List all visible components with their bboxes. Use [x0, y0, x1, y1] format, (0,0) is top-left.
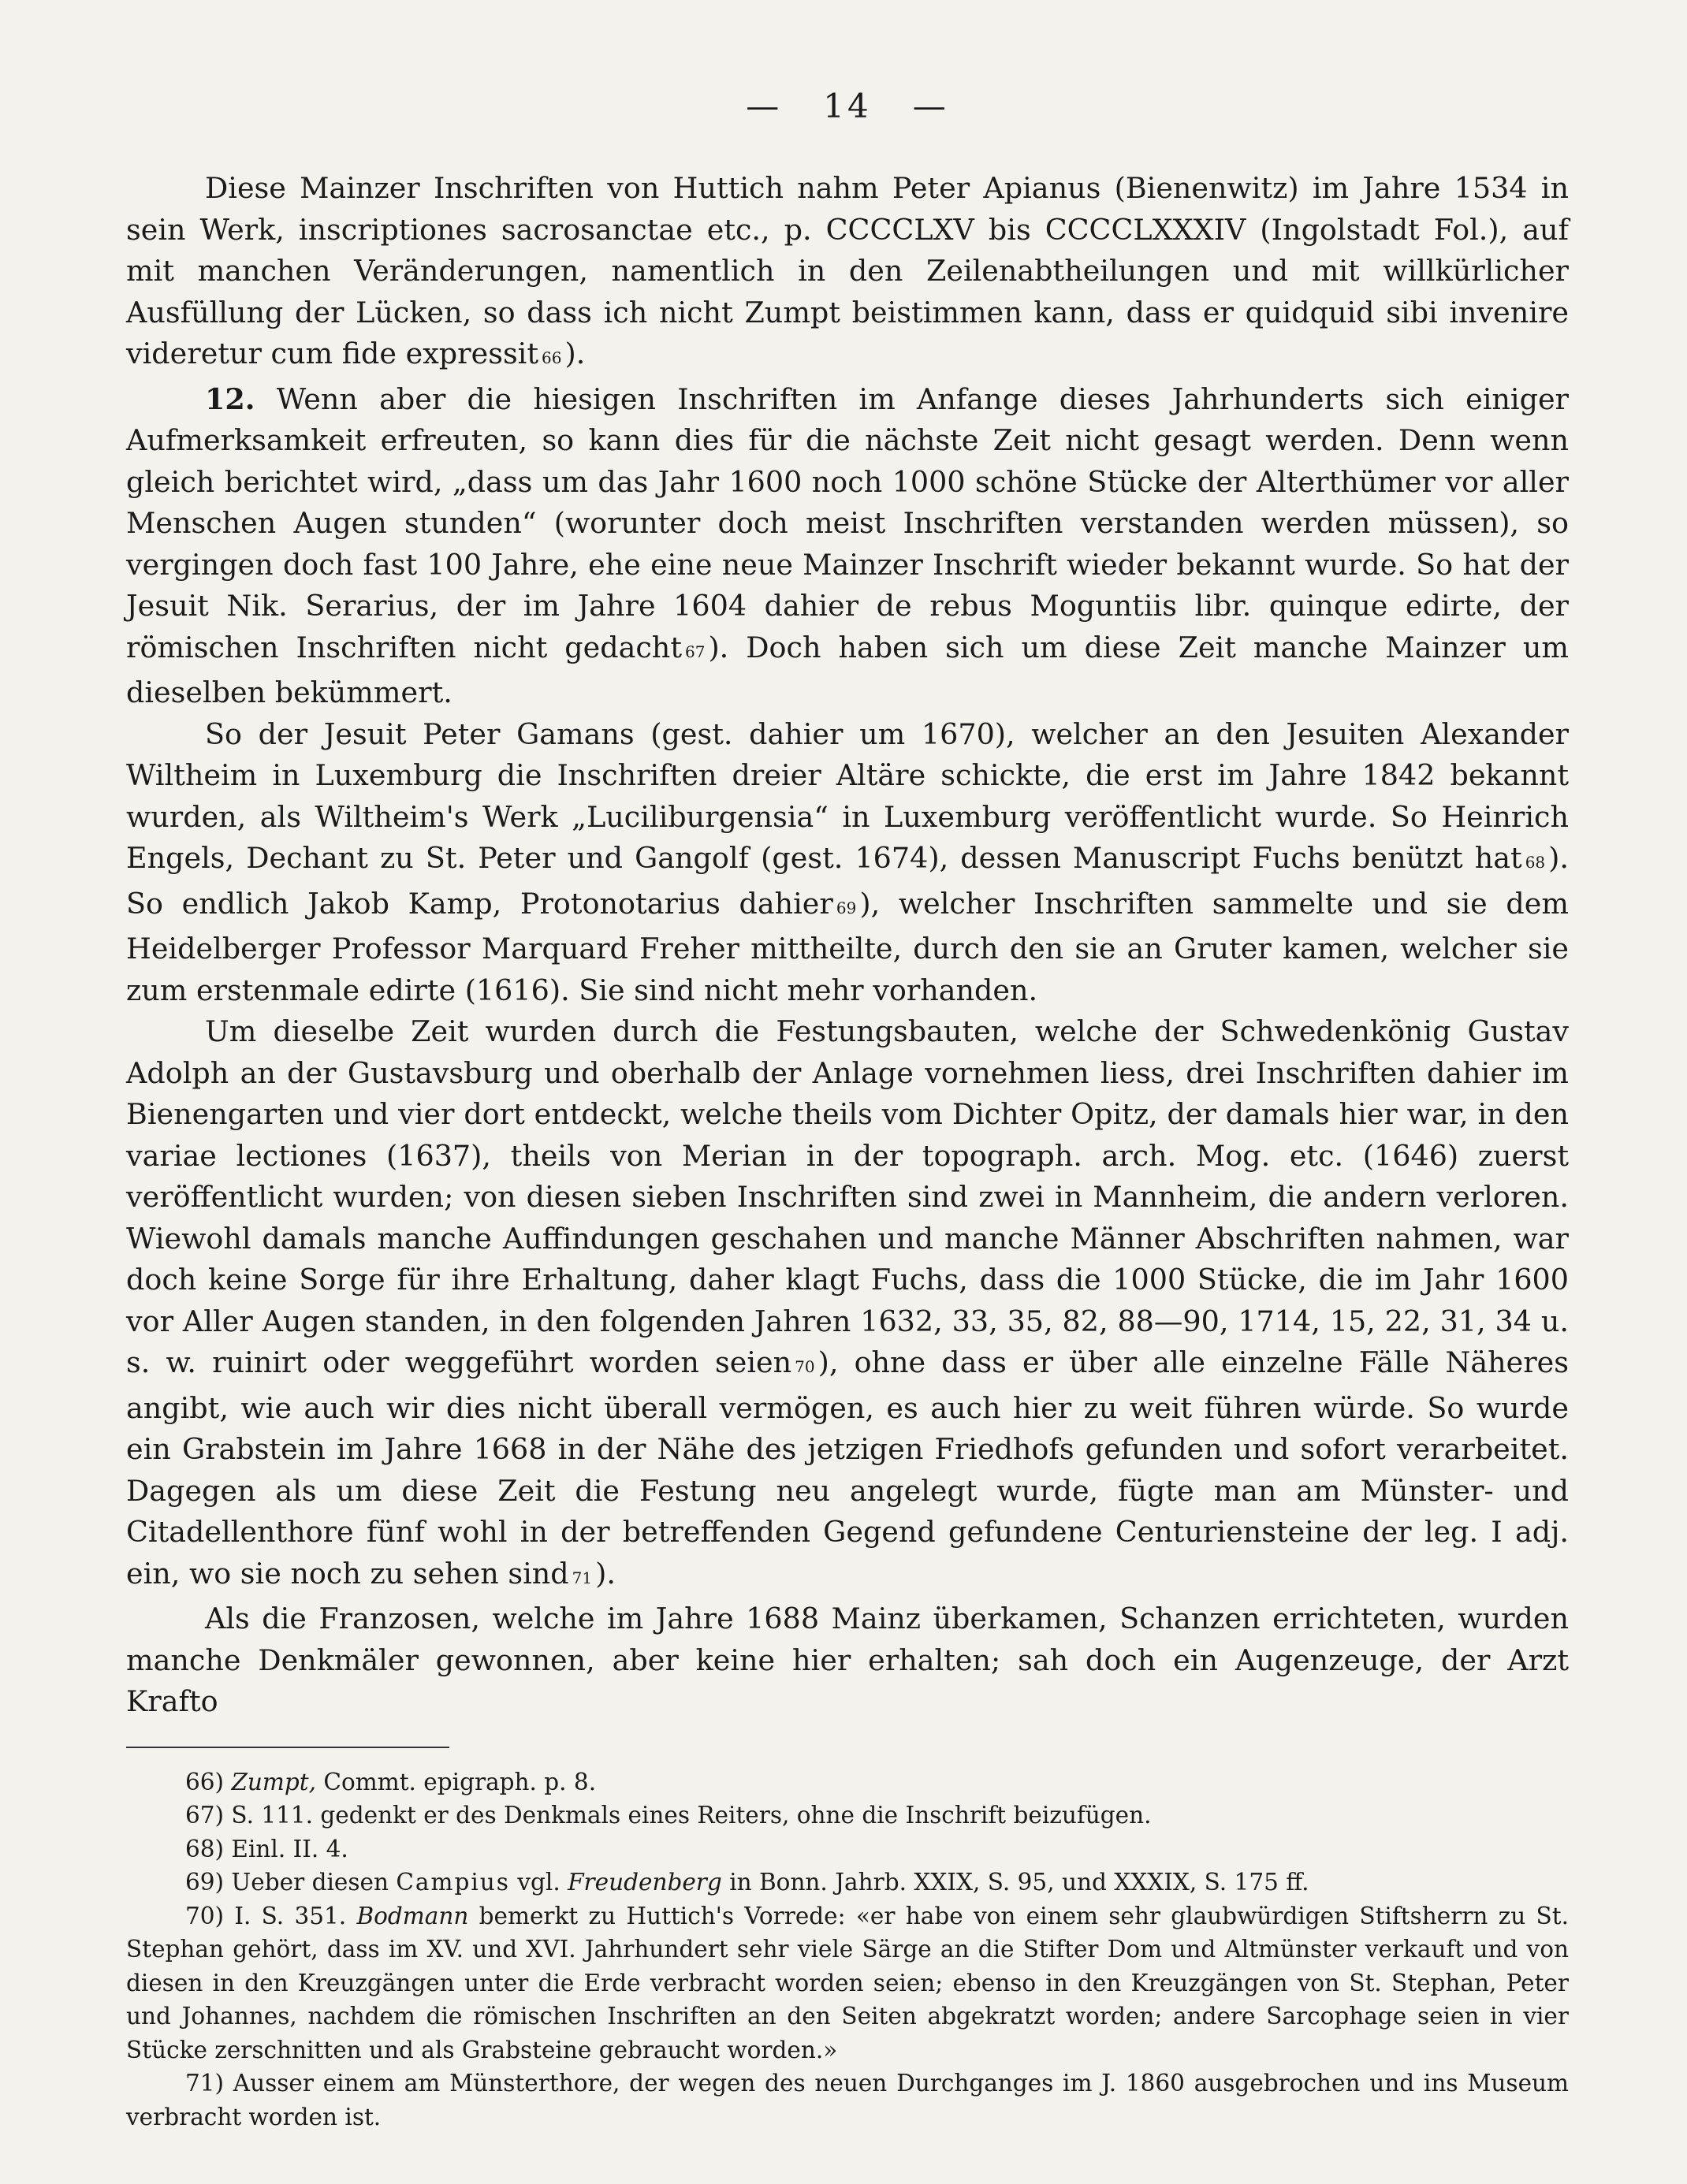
paragraph-2-text-a: Wenn aber die hiesigen Inschriften im Anfange dieses Jahrhunderts sich einiger Aufmerksamkeit erfreuten, so kann dies für die nächste Zeit nicht gesagt werden. Denn wenn gleich berichtet wird, „dass um das Jahr 1600 noch 1000 schöne Stücke der Alterthümer vor aller Menschen Augen stunden“ (worunter doch meist Inschriften verstanden werden müssen), so vergingen doch fast 100 Jahre, ehe eine neue Mainzer Inschrift wieder bekannt wurde. So hat der Jesuit Nik. Serarius, der im Jahre 1604 dahier de rebus Moguntiis libr. quinque edirte, der römischen Inschriften nicht gedacht — [126, 381, 1569, 664]
footnote-ref-68: 68 — [1525, 853, 1546, 872]
footnote-divider — [126, 1747, 449, 1748]
footnote-ref-66: 66 — [542, 348, 562, 367]
footnote-ref-71: 71 — [572, 1568, 593, 1587]
header-dash-right: — — [912, 87, 949, 125]
footnote-70-lead: 70) I. S. 351. — [185, 1902, 347, 1929]
paragraph-3 — [126, 714, 1569, 1012]
paragraph-1-text: Diese Mainzer Inschriften von Huttich nahm Peter Apianus (Bienenwitz) im Jahre 1534 in sein Werk, inscriptiones sacrosanctae etc., p. CCCCLXV bis CCCCLXXXIV (Ingolstadt Fol.), auf mit manchen Veränderungen, namentlich in den Zeilenabtheilungen und mit willkürlicher Ausfüllung der Lücken, so dass ich nicht Zumpt beistimmen kann, dass er quidquid sibi invenire videretur cum fide expressit — [126, 171, 1569, 370]
footnote-70 — [126, 1899, 1569, 2067]
paragraph-5-text: Als die Franzosen, welche im Jahre 1688 Mainz überkamen, Schanzen errichteten, wurden manche Denkmäler gewonnen, aber keine hier erhalten; sah doch ein Augenzeuge, der Arzt Krafto — [126, 1602, 1569, 1718]
paragraph-1 — [126, 168, 1569, 379]
footnote-ref-69: 69 — [836, 898, 857, 917]
header-dash-left: — — [746, 87, 783, 125]
footnote-69-author: Freudenberg — [568, 1869, 722, 1896]
footnote-66-text: Commt. epigraph. p. 8. — [323, 1768, 597, 1795]
paragraph-4-text-b: ), ohne dass er über alle einzelne Fälle Näheres angibt, wie auch wir dies nicht überall vermögen, es auch hier zu weit führen würde. So wurde ein Grabstein im Jahre 1668 in der Nähe des jetzigen Friedhofs gefunden und sofort verarbeitet. Dagegen als um diese Zeit die Festung neu angelegt wurde, fügte man am Münster- und Citadellenthore fünf wohl in der betreffenden Gegend gefundene Centuriensteine der leg. I adj. ein, wo sie noch zu sehen sind — [126, 1345, 1569, 1591]
footnote-69-text: in Bonn. Jahrb. XXIX, S. 95, und XXXIX, S. 175 ff. — [729, 1869, 1309, 1896]
footnote-68: 68) Einl. II. 4. — [185, 1835, 348, 1862]
footnotes — [126, 1765, 1569, 2134]
paragraph-3-text-b: ). So endlich Jakob Kamp, Protonotarius dahier — [126, 841, 1569, 921]
page-header — [126, 87, 1569, 125]
footnote-71: 71) Ausser einem am Münsterthore, der wegen des neuen Durchganges im J. 1860 ausgebrochen und ins Museum verbracht worden ist. — [126, 2070, 1569, 2130]
footnote-ref-67: 67 — [684, 642, 706, 661]
footnote-70-text: bemerkt zu Huttich's Vorrede: «er habe von einem sehr glaubwürdigen Stiftsherrn zu St. Stephan gehört, dass im XV. und XVI. Jahrhundert sehr viele Särge an die Stifter Dom und Altmünster verkauft und von diesen in den Kreuzgängen unter die Erde verbracht worden seien; ebenso in den Kreuzgängen von St. Stephan, Peter und Johannes, nachdem die römischen Inschriften an den Seiten abgekratzt worden; andere Sarcophage seien in vier Stücke zerschnitten und als Grabsteine gebraucht worden.» — [126, 1902, 1569, 2063]
footnote-66-num: 66) — [185, 1768, 225, 1795]
body-text — [126, 168, 1569, 1723]
footnote-66 — [126, 1765, 1569, 1799]
footnote-69-mid: vgl. — [517, 1869, 560, 1896]
page — [126, 87, 1569, 2134]
footnote-66-author: Zumpt, — [231, 1768, 317, 1795]
page-number: 14 — [823, 87, 872, 125]
footnote-ref-70: 70 — [795, 1357, 815, 1376]
paragraph-1-end: ). — [564, 337, 586, 370]
footnote-67: 67) S. 111. gedenkt er des Denkmals eines Reiters, ohne die Inschrift beizufügen. — [185, 1802, 1152, 1829]
paragraph-4 — [126, 1011, 1569, 1598]
paragraph-2 — [126, 379, 1569, 714]
footnote-70-author: Bodmann — [356, 1902, 469, 1929]
paragraph-5 — [126, 1598, 1569, 1723]
paragraph-3-text-c: ), welcher Inschriften sammelte und sie dem Heidelberger Professor Marquard Freher mittheilte, durch den sie an Gruter kamen, welcher sie zum erstenmale edirte (1616). Sie sind nicht mehr vorhanden. — [126, 886, 1569, 1007]
paragraph-4-text-a: Um dieselbe Zeit wurden durch die Festungsbauten, welche der Schwedenkönig Gustav Adolph an der Gustavsburg und oberhalb der Anlage vornehmen liess, drei Inschriften dahier im Bienengarten und vier dort entdeckt, welche theils vom Dichter Opitz, der damals hier war, in den variae lectiones (1637), theils von Merian in der topograph. arch. Mog. etc. (1646) zuerst veröffentlicht wurden; von diesen sieben Inschriften sind zwei in Mannheim, die andern verloren. Wiewohl damals manche Auffindungen geschahen und manche Männer Abschriften nahmen, war doch keine Sorge für ihre Erhaltung, daher klagt Fuchs, dass die 1000 Stücke, die im Jahr 1600 vor Aller Augen standen, in den folgenden Jahren 1632, 33, 35, 82, 88—90, 1714, 15, 22, 31, 34 u. s. w. ruinirt oder weggeführt worden seien — [126, 1014, 1569, 1379]
footnote-69 — [126, 1866, 1569, 1899]
paragraph-3-text-a: So der Jesuit Peter Gamans (gest. dahier um 1670), welcher an den Jesuiten Alexander Wiltheim in Luxemburg die Inschriften dreier Altäre schickte, die erst im Jahre 1842 bekannt wurden, als Wiltheim's Werk „Luciliburgensia“ in Luxemburg veröffentlicht wurde. So Heinrich Engels, Dechant zu St. Peter und Gangolf (gest. 1674), dessen Manuscript Fuchs benützt hat — [126, 716, 1569, 875]
paragraph-2-text-b: ). Doch haben sich um diese Zeit manche Mainzer um dieselben bekümmert. — [126, 630, 1569, 709]
footnote-69-name: Campius — [396, 1869, 510, 1896]
footnote-69-lead: 69) Ueber diesen — [185, 1869, 389, 1896]
section-number: 12. — [205, 381, 255, 416]
paragraph-4-text-c: ). — [595, 1556, 616, 1591]
